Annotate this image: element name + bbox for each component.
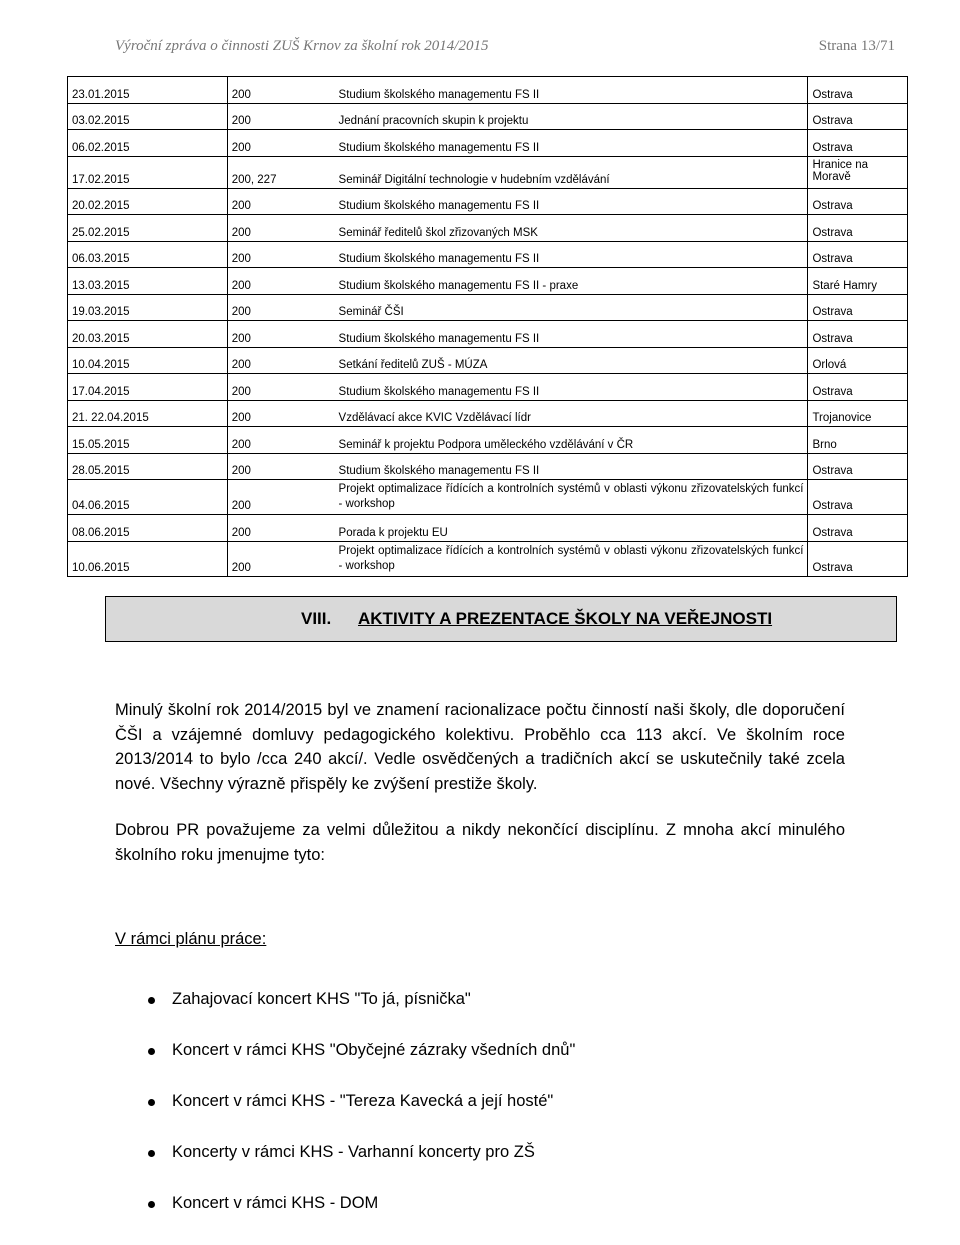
- event-cell: Vzdělávací akce KVIC Vzdělávací lídr: [335, 400, 808, 427]
- hours-cell: 200: [227, 480, 334, 515]
- table-row: [68, 453, 908, 480]
- hours-cell: 200: [227, 215, 334, 242]
- subheading: V rámci plánu práce:: [115, 930, 267, 948]
- place-cell: Ostrava: [808, 294, 908, 321]
- event-cell: Studium školského managementu FS II: [335, 188, 808, 215]
- date-cell: 28.05.2015: [68, 453, 228, 480]
- hours-cell: 200: [227, 241, 334, 268]
- place-cell: Brno: [808, 427, 908, 454]
- hours-cell: 200: [227, 541, 334, 576]
- event-cell: Seminář ČŠI: [335, 294, 808, 321]
- date-cell: 25.02.2015: [68, 215, 228, 242]
- event-label: Koncerty v rámci KHS - Varhanní koncerty pro ZŠ: [172, 1143, 535, 1161]
- section-number: VIII.: [301, 609, 332, 628]
- hours-cell: 200: [227, 268, 334, 295]
- place-cell: Ostrava: [808, 215, 908, 242]
- date-cell: 20.02.2015: [68, 188, 228, 215]
- place-cell: Ostrava: [808, 103, 908, 130]
- page-header: [115, 38, 895, 60]
- event-list: [115, 990, 575, 1245]
- list-item: [115, 1143, 575, 1194]
- event-cell: Porada k projektu EU: [335, 515, 808, 542]
- hours-cell: 200: [227, 77, 334, 104]
- event-label: Koncert v rámci KHS - "Tereza Kavecká a její hosté": [172, 1092, 554, 1110]
- hours-cell: 200: [227, 188, 334, 215]
- table-row: [68, 427, 908, 454]
- table-row: [68, 374, 908, 401]
- hours-cell: 200: [227, 427, 334, 454]
- table-row: [68, 130, 908, 157]
- event-cell: Projekt optimalizace řídících a kontrolních systémů v oblasti výkonu zřizovatelských funkcí - workshop: [335, 541, 808, 576]
- bullet-icon: [148, 997, 155, 1004]
- table-row: [68, 480, 908, 515]
- date-cell: 17.02.2015: [68, 156, 228, 188]
- event-cell: Studium školského managementu FS II: [335, 77, 808, 104]
- place-cell: Ostrava: [808, 77, 908, 104]
- hours-cell: 200: [227, 294, 334, 321]
- event-label: Koncert v rámci KHS "Obyčejné zázraky všedních dnů": [172, 1041, 576, 1059]
- event-cell: Studium školského managementu FS II: [335, 130, 808, 157]
- event-cell: Studium školského managementu FS II: [335, 374, 808, 401]
- table-row: [68, 215, 908, 242]
- table-row: [68, 268, 908, 295]
- event-label: Koncert v rámci KHS - DOM: [172, 1194, 379, 1212]
- event-cell: Studium školského managementu FS II: [335, 241, 808, 268]
- date-cell: 08.06.2015: [68, 515, 228, 542]
- event-label: Zahajovací koncert KHS "To já, písnička": [172, 990, 471, 1008]
- event-cell: Setkání ředitelů ZUŠ - MÚZA: [335, 347, 808, 374]
- date-cell: 06.02.2015: [68, 130, 228, 157]
- table-row: [68, 188, 908, 215]
- event-cell: Seminář ředitelů škol zřizovaných MSK: [335, 215, 808, 242]
- date-cell: 23.01.2015: [68, 77, 228, 104]
- section-title: AKTIVITY A PREZENTACE ŠKOLY NA VEŘEJNOSTI: [358, 609, 773, 628]
- bullet-icon: [148, 1150, 155, 1157]
- place-cell: Ostrava: [808, 515, 908, 542]
- list-item: [115, 1041, 575, 1092]
- table-row: [68, 156, 908, 188]
- event-cell: Studium školského managementu FS II: [335, 321, 808, 348]
- hours-cell: 200: [227, 453, 334, 480]
- table-row: [68, 321, 908, 348]
- date-cell: 03.02.2015: [68, 103, 228, 130]
- table-row: [68, 541, 908, 576]
- table-row: [68, 77, 908, 104]
- list-item: [115, 1194, 575, 1245]
- place-cell: Orlová: [808, 347, 908, 374]
- date-cell: 15.05.2015: [68, 427, 228, 454]
- date-cell: 06.03.2015: [68, 241, 228, 268]
- table-row: [68, 294, 908, 321]
- place-cell: Ostrava: [808, 188, 908, 215]
- date-cell: 20.03.2015: [68, 321, 228, 348]
- bullet-icon: [148, 1099, 155, 1106]
- paragraph-pr: Dobrou PR považujeme za velmi důležitou a nikdy nekončící disciplínu. Z mnoha akcí minulého školního roku jmenujme tyto:: [115, 821, 845, 864]
- list-item: [115, 990, 575, 1041]
- paragraph-summary: Minulý školní rok 2014/2015 byl ve znamení racionalizace počtu činností naši školy, dle doporučení ČŠI a vzájemné domluvy pedagogického kolektivu. Proběhlo cca 113 akcí. Ve školním roce 2013/2014 to bylo /cca 240 akcí/. Vedle osvědčených a tradičních akcí se uskutečnily také zcela nové. Všechny výrazně přispěly ke zvýšení prestiže školy.: [115, 701, 845, 793]
- event-cell: Studium školského managementu FS II - praxe: [335, 268, 808, 295]
- place-cell: Ostrava: [808, 374, 908, 401]
- hours-cell: 200: [227, 347, 334, 374]
- table-row: [68, 103, 908, 130]
- event-cell: Studium školského managementu FS II: [335, 453, 808, 480]
- hours-cell: 200: [227, 130, 334, 157]
- list-item: [115, 1092, 575, 1143]
- place-cell: Hranice na Moravě: [808, 156, 908, 188]
- date-cell: 19.03.2015: [68, 294, 228, 321]
- document-title: Výroční zpráva o činnosti ZUŠ Krnov za školní rok 2014/2015: [115, 38, 489, 54]
- event-cell: Projekt optimalizace řídících a kontrolních systémů v oblasti výkonu zřizovatelských funkcí - workshop: [335, 480, 808, 515]
- date-cell: 13.03.2015: [68, 268, 228, 295]
- place-cell: Ostrava: [808, 241, 908, 268]
- section-heading: [105, 596, 897, 642]
- place-cell: Ostrava: [808, 321, 908, 348]
- date-cell: 10.06.2015: [68, 541, 228, 576]
- event-cell: Seminář Digitální technologie v hudebním vzdělávání: [335, 156, 808, 188]
- training-log-table: [67, 76, 908, 577]
- place-cell: Ostrava: [808, 541, 908, 576]
- place-cell: Ostrava: [808, 480, 908, 515]
- table-row: [68, 400, 908, 427]
- place-cell: Trojanovice: [808, 400, 908, 427]
- page-number: Strana 13/71: [818, 38, 895, 54]
- bullet-icon: [148, 1048, 155, 1055]
- place-cell: Ostrava: [808, 453, 908, 480]
- place-cell: Ostrava: [808, 130, 908, 157]
- bullet-icon: [148, 1201, 155, 1208]
- hours-cell: 200: [227, 374, 334, 401]
- hours-cell: 200: [227, 103, 334, 130]
- table-row: [68, 347, 908, 374]
- event-cell: Jednání pracovních skupin k projektu: [335, 103, 808, 130]
- table-row: [68, 241, 908, 268]
- hours-cell: 200: [227, 400, 334, 427]
- hours-cell: 200, 227: [227, 156, 334, 188]
- date-cell: 10.04.2015: [68, 347, 228, 374]
- hours-cell: 200: [227, 321, 334, 348]
- table-row: [68, 515, 908, 542]
- date-cell: 21. 22.04.2015: [68, 400, 228, 427]
- hours-cell: 200: [227, 515, 334, 542]
- place-cell: Staré Hamry: [808, 268, 908, 295]
- event-cell: Seminář k projektu Podpora uměleckého vzdělávání v ČR: [335, 427, 808, 454]
- date-cell: 17.04.2015: [68, 374, 228, 401]
- date-cell: 04.06.2015: [68, 480, 228, 515]
